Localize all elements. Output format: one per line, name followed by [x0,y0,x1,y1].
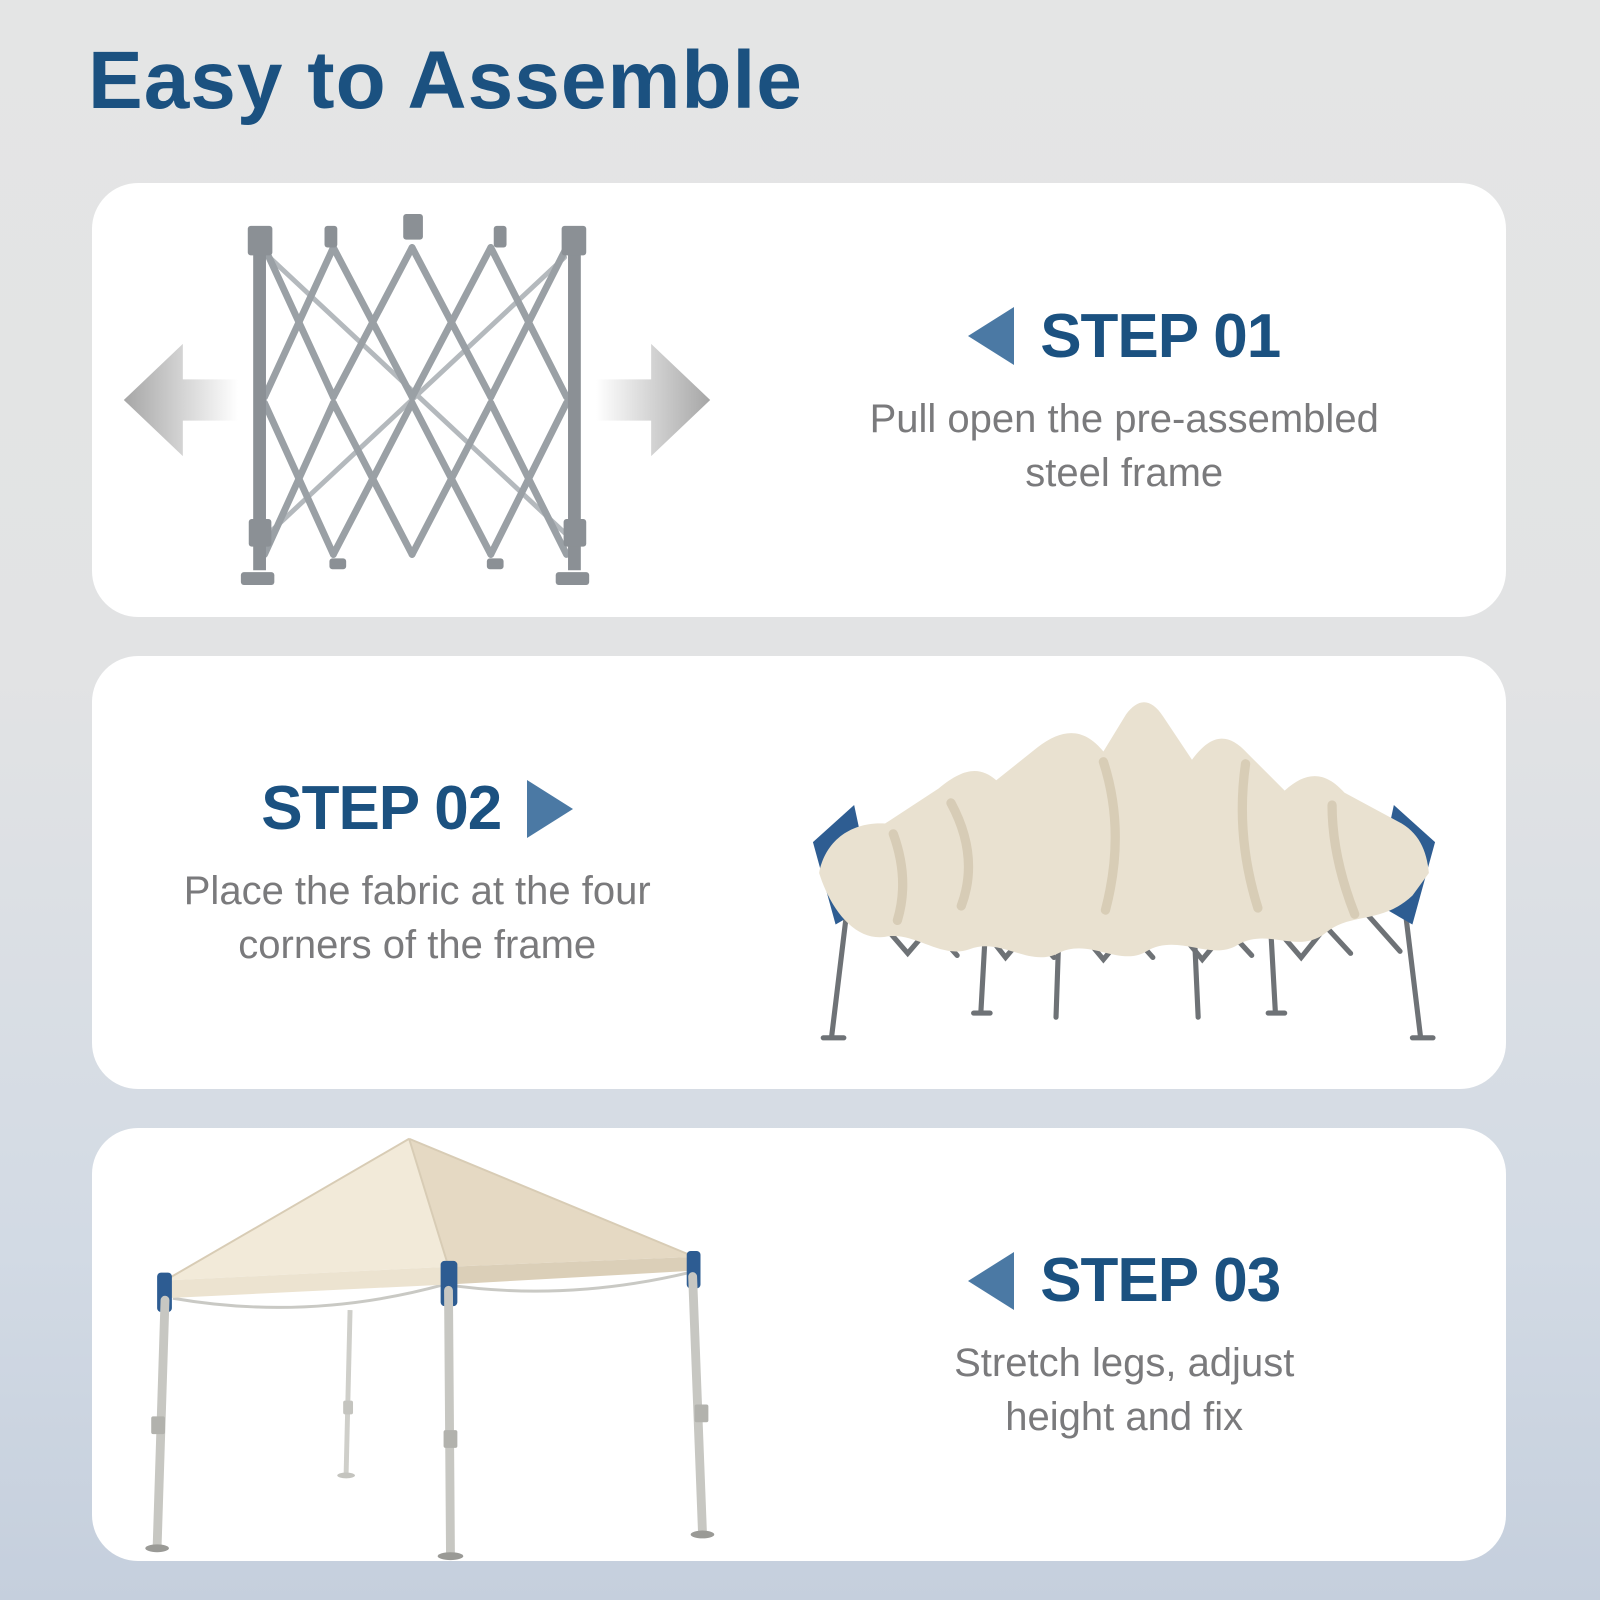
step-02-text [92,773,742,972]
step-01-description: Pull open the pre-assembled steel frame [869,396,1379,495]
step-02-label: STEP 02 [261,774,502,843]
step-02-media [742,656,1506,1089]
step-03-label: STEP 03 [1040,1246,1281,1315]
step-03-header [968,1245,1280,1316]
step-01-card [92,183,1506,617]
fabric-on-frame-illustration [794,667,1454,1079]
step-03-left-triangle-icon [968,1252,1014,1310]
step-01-text [742,301,1506,500]
page-title: Easy to Assemble [88,35,803,126]
leg-feet [146,1472,715,1560]
step-01-label: STEP 01 [1040,301,1281,371]
step-03-media [92,1128,742,1561]
pull-left-arrow-icon [124,344,238,456]
back-leg [346,1310,350,1473]
step-03-card [92,1128,1506,1561]
step-03-description: Stretch legs, adjust height and fix [954,1341,1295,1439]
canopy-top [165,1139,695,1298]
step-02-right-triangle-icon [527,780,573,838]
pull-right-arrow-icon [596,344,710,456]
assembled-canopy-illustration [102,1123,732,1566]
step-02-header [261,773,573,844]
canopy-legs [157,1277,702,1555]
folded-frame-illustration [112,188,722,612]
step-03-text [742,1245,1506,1444]
leg-height-adjusters [151,1401,708,1448]
step-01-left-triangle-icon [968,307,1014,365]
folded-frame-lattice [241,214,589,585]
step-02-card [92,656,1506,1089]
draped-fabric [819,702,1429,957]
step-01-media [92,183,742,617]
step-02-description: Place the fabric at the four corners of the frame [183,869,651,967]
step-01-header [968,301,1280,372]
